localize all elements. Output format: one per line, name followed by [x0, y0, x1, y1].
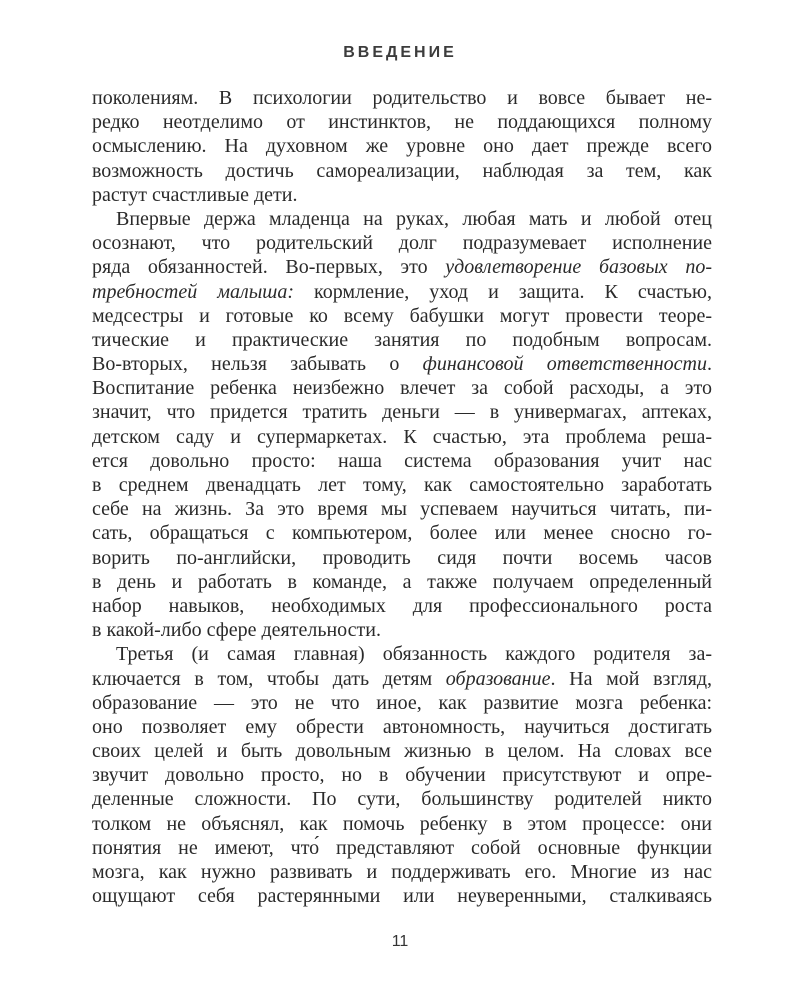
text-line	[92, 594, 712, 618]
italic-text-segment: финансовой ответственности	[422, 353, 707, 376]
text-line	[92, 570, 712, 594]
text-segment: редко неотделимо от инстинктов, не поддающихся полному	[92, 111, 712, 134]
text-segment: в какой-либо сфере деятельности.	[92, 619, 381, 642]
text-segment: в среднем двенадцать лет тому, как самостоятельно заработать	[92, 474, 712, 496]
text-line	[92, 667, 712, 691]
text-line	[92, 836, 712, 860]
text-line	[92, 231, 712, 255]
text-segment: деленные сложности. По сути, большинству родителей никто	[92, 788, 712, 811]
text-line	[92, 449, 712, 473]
page-number: 11	[391, 933, 409, 950]
text-line	[92, 400, 712, 424]
text-segment: Впервые держа младенца на руках, любая мать и любой отец	[116, 207, 712, 230]
text-line	[92, 763, 712, 787]
text-line	[92, 352, 712, 376]
italic-text-segment: удовлетворение базовых по-	[445, 256, 712, 279]
text-line	[92, 134, 712, 158]
text-segment: тические и практические занятия по подобным вопросам.	[92, 328, 712, 351]
text-line	[92, 618, 712, 642]
text-line	[92, 328, 712, 352]
paragraph	[92, 86, 712, 207]
text-line	[92, 546, 712, 570]
text-segment: . На мой взгляд,	[550, 667, 712, 690]
text-segment: возможность достичь самореализации, наблюдая за тем, как	[92, 159, 712, 182]
text-line	[92, 860, 712, 884]
text-segment: .	[707, 353, 712, 376]
text-segment: значит, что придется тратить деньги — в универмагах, аптеках,	[92, 401, 712, 424]
text-segment: понятия не имеют, что́ представляют собой основные функции	[92, 836, 712, 859]
text-line	[92, 110, 712, 134]
text-line	[92, 376, 712, 400]
text-segment: детском саду и супермаркетах. К счастью, эта проблема реша-	[92, 425, 712, 448]
paragraph	[92, 207, 712, 642]
text-line	[92, 691, 712, 715]
text-line	[92, 255, 712, 279]
text-segment: медсестры и готовые ко всему бабушки могут провести теоре-	[92, 304, 712, 327]
italic-text-segment: требностей малыша:	[92, 280, 295, 303]
text-line	[92, 642, 712, 666]
text-segment: толком не объяснял, как помочь ребенку в этом процессе: они	[92, 812, 712, 835]
text-segment: осознают, что родительский долг подразумевает исполнение	[92, 232, 712, 255]
text-line	[92, 159, 712, 183]
text-line	[92, 739, 712, 763]
text-segment: Третья (и самая главная) обязанность каждого родителя за-	[116, 643, 712, 666]
text-segment: себе на жизнь. За это время мы успеваем научиться читать, пи-	[92, 498, 712, 521]
text-segment: ворить по-английски, проводить сидя почти восемь часов	[92, 546, 712, 569]
text-segment: Во-вторых, нельзя забывать о	[92, 353, 423, 376]
text-segment: сать, обращаться с компьютером, более или менее сносно го-	[92, 522, 712, 545]
paragraph	[92, 642, 712, 908]
text-block	[92, 86, 712, 908]
text-line	[92, 473, 712, 497]
text-segment: растут счастливые дети.	[92, 183, 298, 206]
text-segment: поколениям. В психологии родительство и вовсе бывает не-	[92, 87, 712, 109]
text-segment: звучит довольно просто, но в обучении присутствуют и опре-	[92, 764, 712, 787]
text-segment: ключается в том, чтобы дать детям	[92, 667, 446, 690]
text-segment: Воспитание ребенка неизбежно влечет за собой расходы, а это	[92, 377, 712, 400]
text-line	[92, 715, 712, 739]
text-segment: ется довольно просто: наша система образования учит нас	[92, 449, 712, 472]
italic-text-segment: образование	[445, 667, 551, 690]
text-segment: своих целей и быть довольным жизнью в целом. На словах все	[92, 740, 712, 763]
text-line	[92, 497, 712, 521]
text-segment: кормление, уход и защита. К счастью,	[294, 280, 712, 303]
text-segment: набор навыков, необходимых для профессионального роста	[92, 594, 712, 617]
text-line	[92, 884, 712, 908]
text-segment: оно позволяет ему обрести автономность, научиться достигать	[92, 715, 712, 738]
text-line	[92, 425, 712, 449]
text-segment: мозга, как нужно развивать и поддерживать его. Многие из нас	[92, 861, 712, 883]
text-line	[92, 787, 712, 811]
text-segment: осмыслению. На духовном же уровне оно дает прежде всего	[92, 135, 712, 158]
text-segment: ощущают себя растерянными или неуверенными, сталкиваясь	[92, 885, 712, 908]
text-segment: ряда обязанностей. Во-первых, это	[92, 256, 446, 279]
text-line	[92, 812, 712, 836]
text-line	[92, 86, 712, 110]
text-line	[92, 304, 712, 328]
text-line	[92, 183, 712, 207]
chapter-heading: ВВЕДЕНИЕ	[343, 44, 457, 61]
text-line	[92, 521, 712, 545]
text-segment: образование — это не что иное, как развитие мозга ребенка:	[92, 691, 712, 714]
text-line	[92, 207, 712, 231]
text-segment: в день и работать в команде, а также получаем определенный	[92, 570, 712, 593]
text-line	[92, 280, 712, 304]
